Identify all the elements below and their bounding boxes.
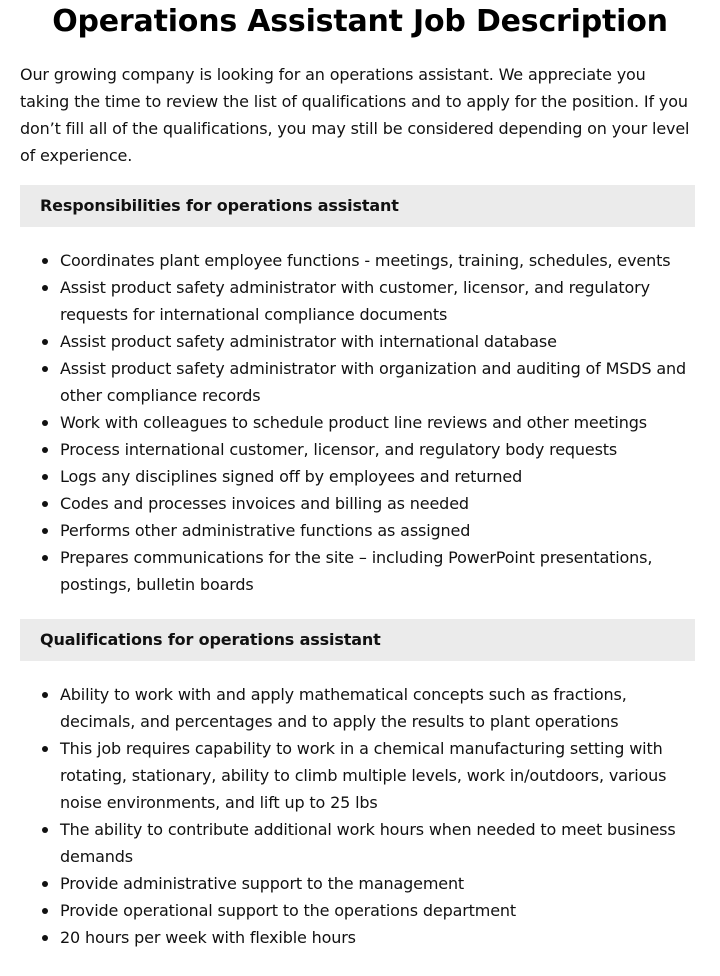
list-item: Codes and processes invoices and billing as needed <box>60 490 695 517</box>
list-item: Assist product safety administrator with international database <box>60 328 695 355</box>
page-title: Operations Assistant Job Description <box>52 4 668 39</box>
list-item: Work with colleagues to schedule product line reviews and other meetings <box>60 409 695 436</box>
intro-paragraph: Our growing company is looking for an operations assistant. We appreciate you taking the time to review the list of qualifications and to apply for the position. If you don’t fill all of the qualifications, you may still be considered depending on your level of experience. <box>20 65 690 165</box>
list-item: Logs any disciplines signed off by employees and returned <box>60 463 695 490</box>
list-item: This job requires capability to work in a chemical manufacturing setting with rotating, stationary, ability to climb multiple levels, work in/outdoors, various noise environments, and lift up to 25 lbs <box>60 735 695 816</box>
list-item: Performs other administrative functions as assigned <box>60 517 695 544</box>
section-spacer <box>20 598 700 603</box>
list-item: The ability to contribute additional work hours when needed to meet business demands <box>60 816 695 870</box>
list-item: Coordinates plant employee functions - meetings, training, schedules, events <box>60 247 695 274</box>
list-item: Ability to work with and apply mathematical concepts such as fractions, decimals, and percentages and to apply the results to plant operations <box>60 681 695 735</box>
list-item: Process international customer, licensor, and regulatory body requests <box>60 436 695 463</box>
list-item: Provide operational support to the operations department <box>60 897 695 924</box>
list-item: Provide administrative support to the management <box>60 870 695 897</box>
qualifications-list <box>20 681 695 951</box>
qualifications-heading: Qualifications for operations assistant <box>20 619 695 661</box>
list-item: 20 hours per week with flexible hours <box>60 924 695 951</box>
list-item: Assist product safety administrator with organization and auditing of MSDS and other compliance records <box>60 355 695 409</box>
responsibilities-list <box>20 247 695 598</box>
list-item: Prepares communications for the site – including PowerPoint presentations, postings, bulletin boards <box>60 544 695 598</box>
responsibilities-heading: Responsibilities for operations assistant <box>20 185 695 227</box>
list-item: Assist product safety administrator with customer, licensor, and regulatory requests for international compliance documents <box>60 274 695 328</box>
